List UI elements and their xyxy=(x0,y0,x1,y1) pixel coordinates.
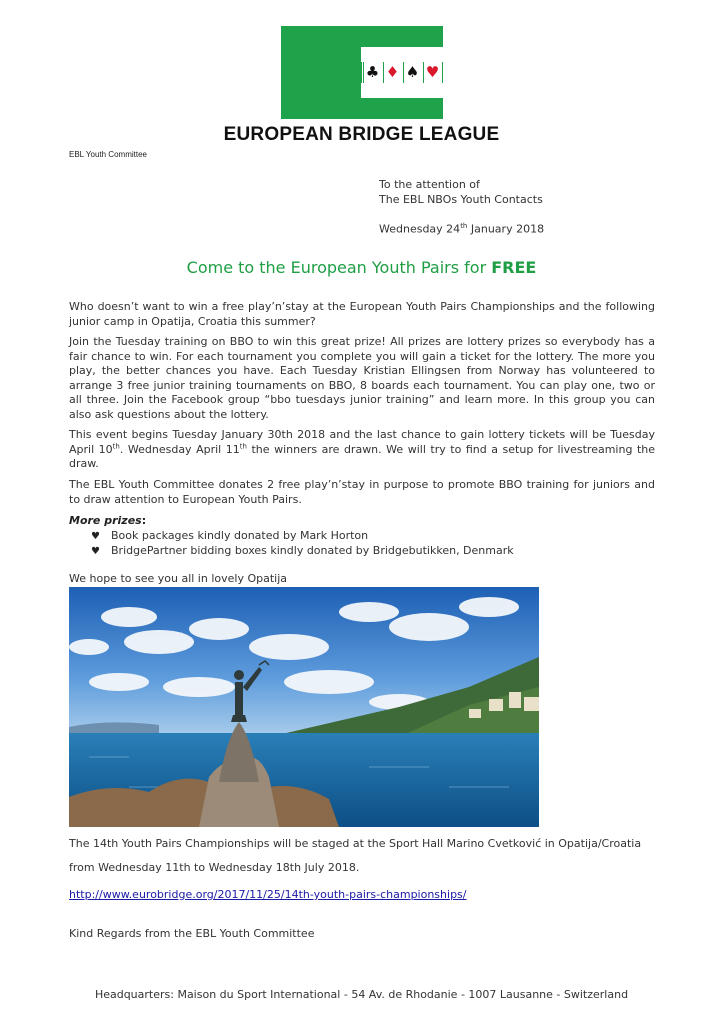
dates-line: from Wednesday 11th to Wednesday 18th July 2018. xyxy=(69,861,360,874)
more-prizes-heading xyxy=(69,514,146,527)
date-sup: th xyxy=(460,222,468,230)
date-pre: Wednesday 24 xyxy=(379,222,461,236)
paragraph-3 xyxy=(69,428,655,472)
list-item xyxy=(91,544,514,557)
list-item xyxy=(91,529,368,542)
headline-text: Come to the European Youth Pairs for xyxy=(186,258,492,277)
heart-bullet-icon: ♥ xyxy=(91,531,100,542)
heart-icon: ♥ xyxy=(423,62,441,83)
paragraph-4: The EBL Youth Committee donates 2 free play’n’stay in purpose to promote BBO training for juniors and to draw attention to European Youth Pairs. xyxy=(69,478,655,506)
hope-line: We hope to see you all in lovely Opatija xyxy=(69,572,288,585)
logo-stem xyxy=(281,26,361,119)
regards-line: Kind Regards from the EBL Youth Committee xyxy=(69,927,315,940)
more-prizes-title: More prizes xyxy=(69,514,142,527)
championship-link[interactable]: http://www.eurobridge.org/2017/11/25/14th-youth-pairs-championships/ xyxy=(69,888,467,901)
opatija-photo xyxy=(69,587,539,827)
more-prizes-colon: : xyxy=(141,514,147,527)
committee-label: EBL Youth Committee xyxy=(69,150,147,159)
address-line-2: The EBL NBOs Youth Contacts xyxy=(379,193,543,206)
p3-a: This event begins Tuesday January 30th 2018 and the last chance to gain lottery tickets will be Tuesday April 10 xyxy=(69,428,655,456)
paragraph-1: Who doesn’t want to win a free play’n’stay at the European Youth Pairs Championships and the following junior camp in Opatija, Croatia this summer? xyxy=(69,300,655,328)
p3-sup2: th xyxy=(239,441,247,450)
heart-bullet-icon: ♥ xyxy=(91,546,100,557)
p3-c: the winners are drawn. We will try to find a setup for livestreaming the draw. xyxy=(69,442,656,470)
date-post: January 2018 xyxy=(467,222,545,236)
footer-address: Headquarters: Maison du Sport International - 54 Av. de Rhodanie - 1007 Lausanne - Switzerland xyxy=(94,988,629,1001)
headline-emph: FREE xyxy=(491,258,537,277)
list-item-text: Book packages kindly donated by Mark Horton xyxy=(111,529,369,542)
headline xyxy=(0,258,723,277)
spade-icon: ♠ xyxy=(403,62,421,83)
league-title: EUROPEAN BRIDGE LEAGUE xyxy=(223,124,500,145)
p3-sup1: th xyxy=(112,441,120,450)
ebl-logo xyxy=(281,26,443,119)
letter-date xyxy=(379,222,544,236)
venue-line: The 14th Youth Pairs Championships will be staged at the Sport Hall Marino Cvetković in Opatija/Croatia xyxy=(69,837,642,850)
list-item-text: BridgePartner bidding boxes kindly donated by Bridgebutikken, Denmark xyxy=(111,544,514,557)
p3-b: . Wednesday April 11 xyxy=(119,442,240,456)
club-icon: ♣ xyxy=(363,62,381,83)
logo-suits xyxy=(362,62,442,83)
paragraph-2: Join the Tuesday training on BBO to win this great prize! All prizes are lottery prizes so everybody has a fair chance to win. For each tournament you complete you will gain a ticket for the lottery. The more you play, the better chances you have. Each Tuesday Kristian Ellingsen from Norway has volunteered to arrange 3 free junior training tournaments on BBO, 8 boards each tournament. You can play one, two or all three. Join the Facebook group “bbo tuesdays junior training” and learn more. In this group you can also ask questions about the lottery. xyxy=(69,335,655,421)
address-line-1: To the attention of xyxy=(379,178,480,191)
diamond-icon: ♦ xyxy=(383,62,401,83)
